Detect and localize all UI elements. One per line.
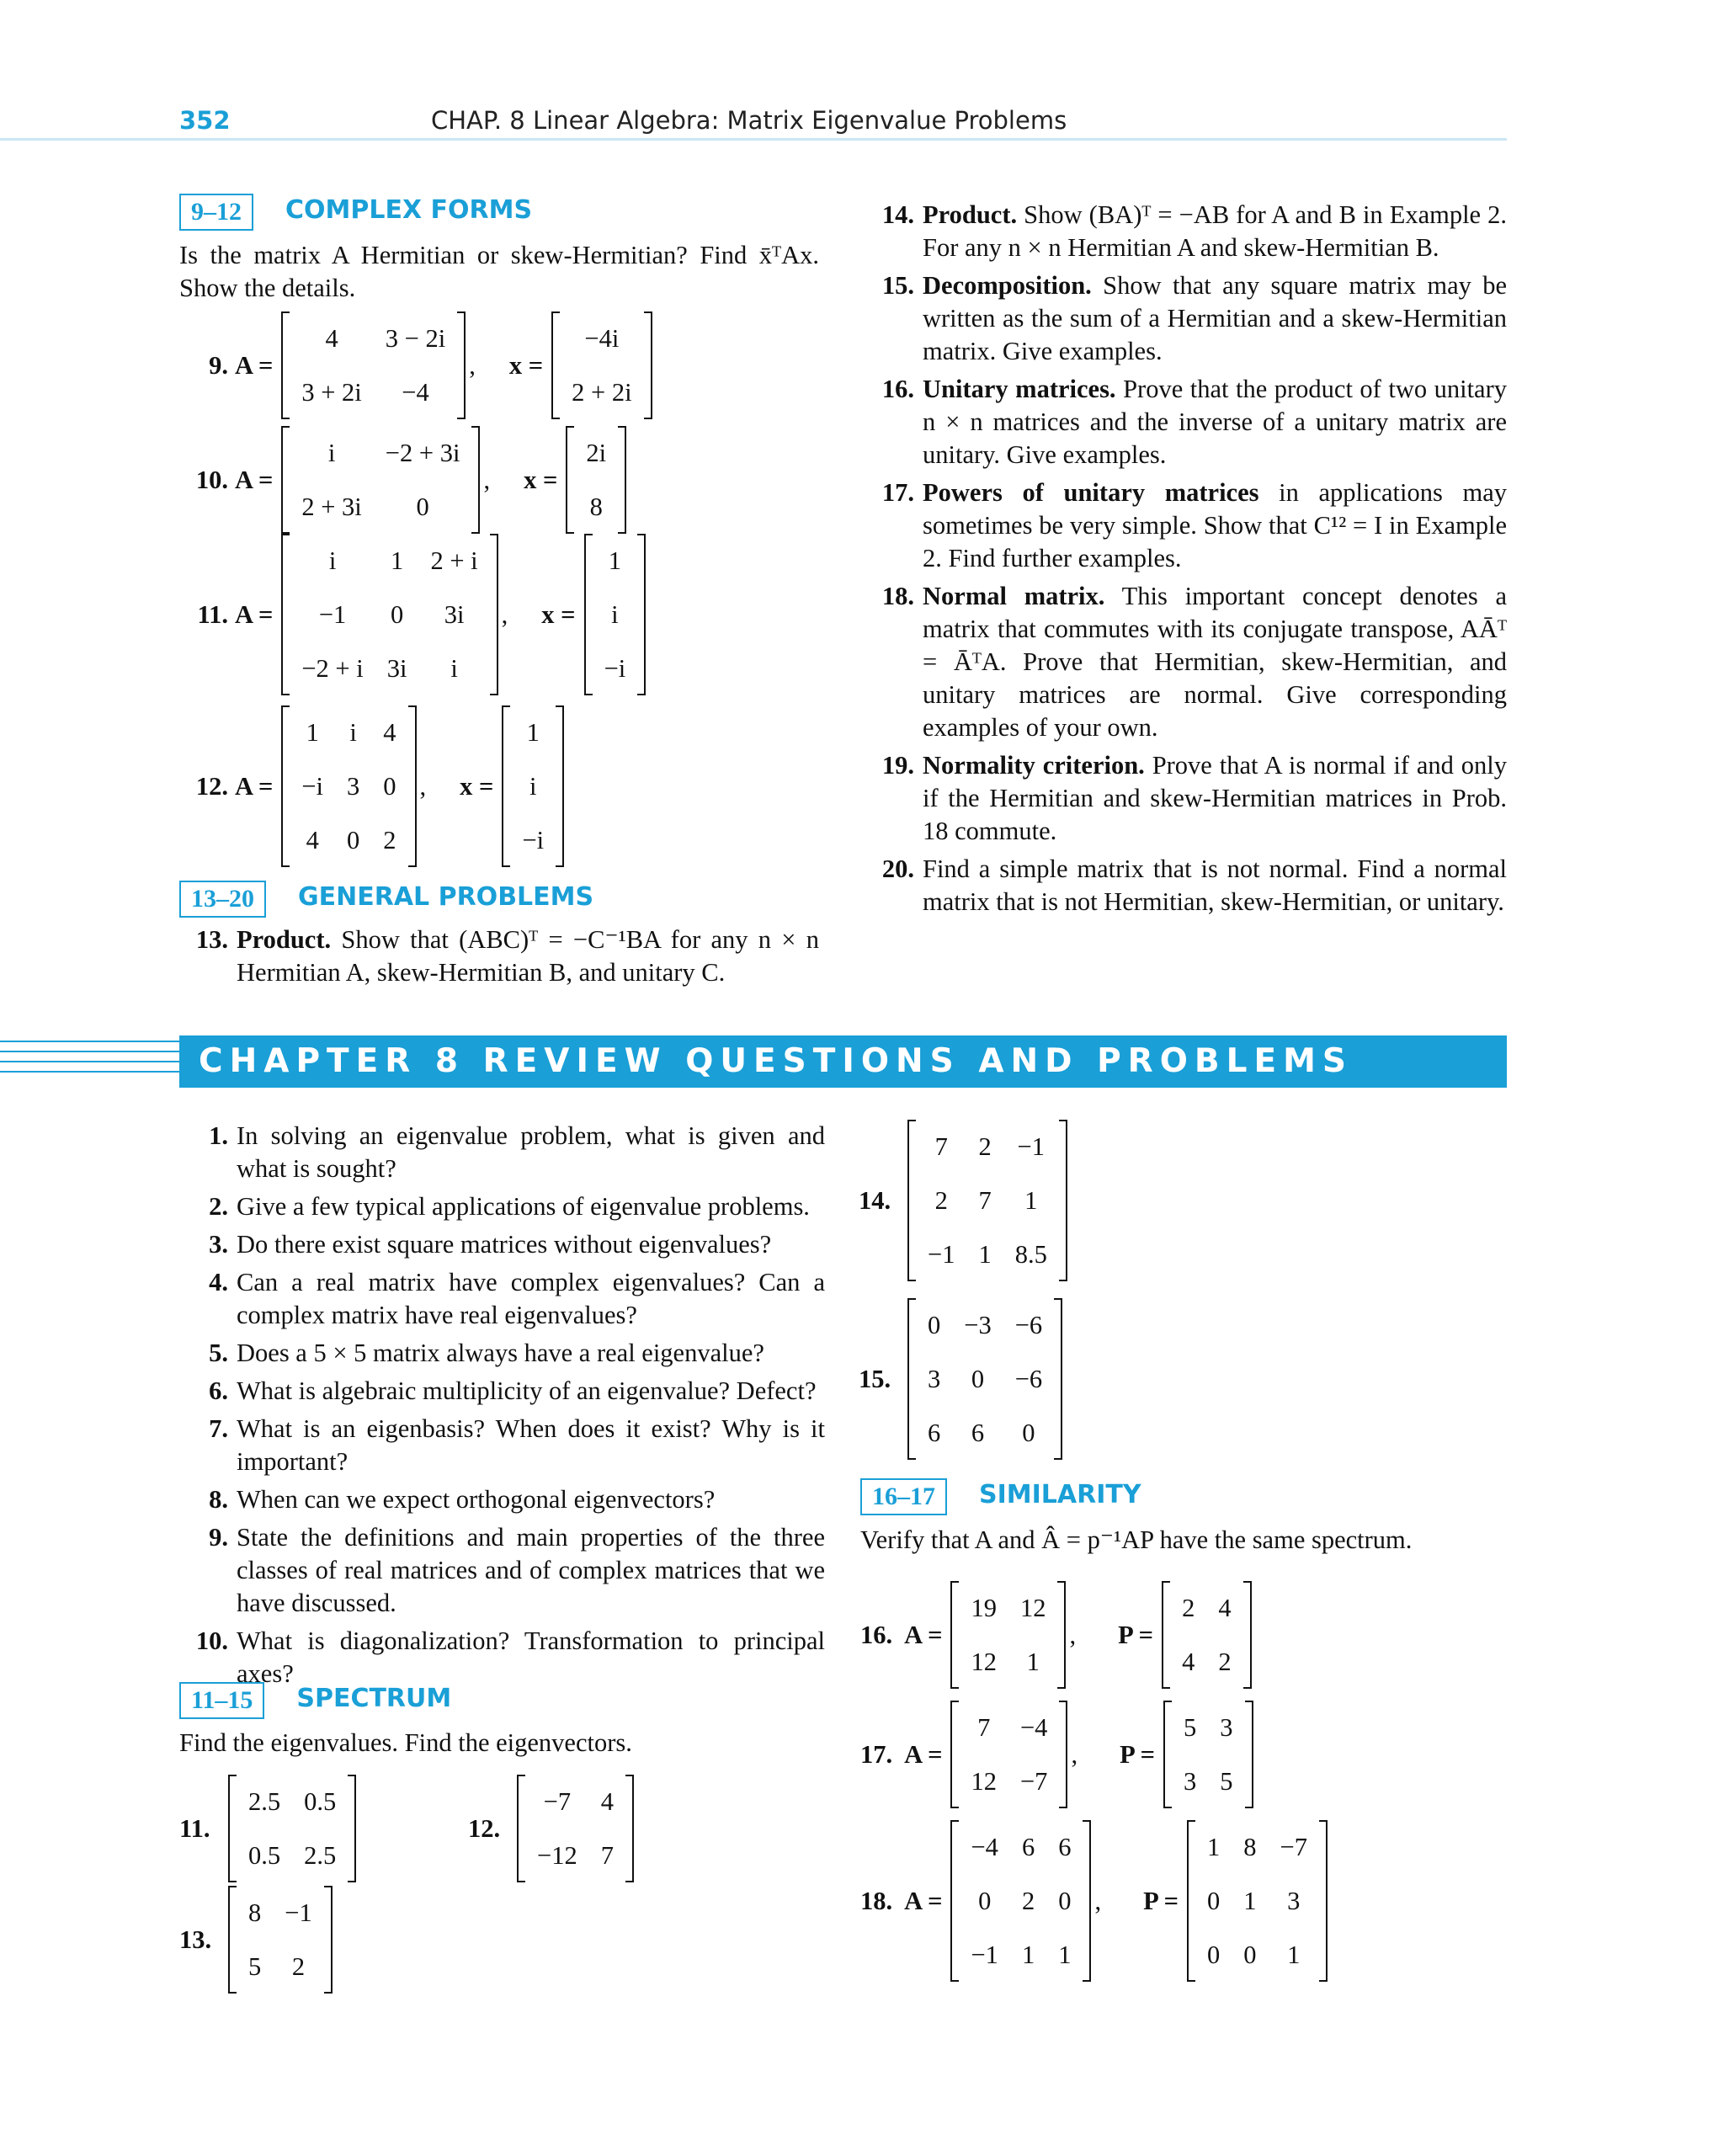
matrix-cell: −4 [971, 1832, 998, 1861]
problem-number: 8. [209, 1485, 228, 1514]
spectrum-problem-13 [179, 1886, 333, 1994]
general-problems-right [865, 199, 1507, 924]
vector-x-label: x = [460, 771, 494, 801]
section-title: GENERAL PROBLEMS [298, 882, 594, 912]
problem-number: 17. [860, 1739, 893, 1769]
matrix-cell: 2 + i [430, 546, 478, 575]
matrix-problem [859, 1298, 1062, 1460]
problem-text [923, 580, 1507, 744]
similarity-problem-18 [860, 1820, 1328, 1982]
problem-item [179, 1625, 825, 1690]
complex-forms-intro: Is the matrix A Hermitian or skew-Hermitian? Find x̄ᵀAx. Show the details. [179, 241, 819, 302]
matrix-cell: 1 [978, 1239, 992, 1269]
vector-x-label: x = [524, 465, 558, 494]
problem-text [237, 1413, 825, 1478]
matrix-cell: 2 [291, 1951, 306, 1981]
section-range: 9–12 [179, 194, 253, 231]
problem-item [865, 373, 1507, 471]
matrix-cell: 1 [1026, 1647, 1040, 1676]
matrix-cell: −i [604, 653, 626, 683]
problem-item [865, 476, 1507, 575]
matrix-cell: 12 [971, 1766, 997, 1796]
section-range: 16–17 [860, 1478, 947, 1515]
problem-item [865, 269, 1507, 368]
chapter-review-title: CHAPTER 8 REVIEW QUESTIONS AND PROBLEMS [199, 1042, 1353, 1080]
problem-number: 5. [209, 1339, 228, 1367]
problem-body: Prove that A is normal if and only if the Hermitian and skew-Hermitian matrices in Prob. 18 commute. [923, 751, 1508, 845]
problem-number: 10. [195, 1626, 228, 1655]
matrix-A-label: A = [235, 599, 274, 629]
problem-item [865, 853, 1507, 918]
matrix-A [281, 311, 466, 419]
problem-number: 4. [209, 1268, 228, 1296]
matrix-cell: −2 + i [301, 653, 364, 683]
page-number: 352 [179, 106, 231, 135]
problem-text [237, 1266, 825, 1332]
problem-title: Powers of unitary matrices [923, 478, 1259, 507]
matrix-cell: 0 [1243, 1940, 1257, 1969]
matrix-P-label: P = [1118, 1620, 1154, 1649]
matrix-A [950, 1581, 1066, 1689]
section-title: SIMILARITY [979, 1480, 1141, 1509]
problem-item [179, 1375, 825, 1408]
problem-body: State the definitions and main properties of the three classes of real matrices and of complex matrices that we have discussed. [237, 1523, 825, 1617]
matrix-A [281, 705, 416, 867]
spectrum-problem-11 [179, 1775, 356, 1882]
section-head-similarity [860, 1478, 1141, 1515]
matrix-cell: −1 [1017, 1131, 1045, 1161]
problem-number: 2. [209, 1192, 228, 1221]
header-rule [0, 138, 1507, 141]
matrix-cell: −12 [537, 1840, 577, 1870]
matrix-cell: −4 [1019, 1712, 1048, 1742]
vector-x [551, 311, 652, 419]
matrix-cell: 3 + 2i [301, 377, 362, 407]
problem-item [179, 1190, 825, 1223]
complex-problem [179, 311, 652, 419]
matrix-cell: 0 [978, 1886, 992, 1915]
problem-number: 12. [195, 771, 228, 801]
matrix-cell: 8 [1243, 1832, 1257, 1861]
matrix-cell: 1 [1287, 1940, 1301, 1969]
matrix-cell: 4 [383, 717, 396, 747]
matrix-cell: 0.5 [248, 1840, 281, 1870]
matrix-problem [859, 1120, 1067, 1281]
matrix [517, 1775, 634, 1882]
matrix-cell: 1 [1207, 1832, 1221, 1861]
matrix-cell: 3 [928, 1364, 941, 1393]
problem-item [179, 1120, 825, 1185]
problem-number: 13. [195, 925, 228, 954]
matrix-cell: 2 [1182, 1593, 1195, 1622]
matrix-A [950, 1701, 1067, 1808]
vector-x-label: x = [508, 350, 544, 380]
problem-body: Do there exist square matrices without eigenvalues? [237, 1230, 772, 1259]
matrix-cell: 0 [928, 1310, 941, 1339]
problem-item [865, 580, 1507, 744]
matrix-cell: i [450, 653, 458, 683]
similarity-problem-16 [860, 1581, 1252, 1689]
vector-x [502, 705, 564, 867]
similarity-problem [860, 1701, 1253, 1808]
matrix-cell: 5 [248, 1951, 262, 1981]
problem-body: Can a real matrix have complex eigenvalues? Can a complex matrix have real eigenvalues? [237, 1268, 825, 1329]
matrix-cell: −4 [402, 377, 429, 407]
problem-body: In solving an eigenvalue problem, what is given and what is sought? [237, 1121, 825, 1183]
problem-item [179, 1337, 825, 1370]
matrix-cell: 3 [1184, 1766, 1197, 1796]
matrix-cell: 12 [971, 1647, 997, 1676]
problem-text [237, 1190, 825, 1223]
problem-item [179, 924, 819, 989]
problem-number: 15. [859, 1364, 891, 1393]
general-problems-left [179, 924, 819, 994]
matrix-cell: 3i [386, 653, 407, 683]
matrix-cell: 0 [416, 492, 429, 521]
matrix-cell: 0 [347, 825, 360, 854]
matrix-cell: 5 [1184, 1712, 1197, 1742]
problem-title: Product. [923, 200, 1018, 229]
problem-body: What is algebraic multiplicity of an eigenvalue? Defect? [237, 1376, 817, 1405]
spectrum-intro: Find the eigenvalues. Find the eigenvectors. [179, 1728, 632, 1757]
matrix-cell: 2.5 [304, 1840, 337, 1870]
problem-body: Give a few typical applications of eigenvalue problems. [237, 1192, 810, 1221]
matrix-cell: 4 [1182, 1647, 1195, 1676]
matrix-cell: −7 [543, 1786, 572, 1816]
matrix-P-label: P = [1143, 1886, 1179, 1915]
problem-number: 14. [881, 200, 914, 229]
matrix-cell: 7 [978, 1185, 992, 1215]
matrix-cell: 1 [306, 717, 319, 747]
matrix-problem [179, 1775, 356, 1882]
problem-item [179, 1413, 825, 1478]
problem-body: Does a 5 × 5 matrix always have a real eigenvalue? [237, 1339, 764, 1367]
section-head-complex-forms [179, 194, 532, 231]
matrix-A [281, 426, 480, 534]
problem-number: 17. [881, 478, 914, 507]
matrix-cell: 0 [1058, 1886, 1072, 1915]
matrix [228, 1775, 356, 1882]
matrix-cell: 5 [1220, 1766, 1233, 1796]
matrix-cell: 1 [526, 717, 540, 747]
matrix-cell: 0 [1207, 1886, 1221, 1915]
problem-item [179, 1521, 825, 1620]
matrix-A [281, 534, 498, 695]
matrix-cell: 7 [977, 1712, 991, 1742]
matrix-cell: −2 + 3i [385, 438, 460, 467]
matrix-cell: 2 [1021, 1886, 1035, 1915]
problem-number: 13. [179, 1924, 212, 1954]
matrix-cell: 2 [1218, 1647, 1232, 1676]
problem-body: What is an eigenbasis? When does it exist? Why is it important? [237, 1414, 825, 1476]
matrix-cell: 6 [1021, 1832, 1035, 1861]
matrix-cell: 2i [586, 438, 607, 467]
similarity-problem [860, 1581, 1252, 1689]
matrix-cell: i [349, 717, 357, 747]
matrix [228, 1886, 333, 1994]
matrix-A [950, 1820, 1091, 1982]
comma: , [483, 465, 491, 494]
spectrum-problem-12 [468, 1775, 634, 1882]
similarity-problem [860, 1820, 1328, 1982]
matrix-A-label: A = [904, 1620, 943, 1649]
problem-number: 9. [209, 1523, 228, 1552]
section-head-general [179, 881, 593, 918]
problem-number: 16. [881, 375, 914, 403]
problem-item [179, 1483, 825, 1516]
matrix-cell: 4 [600, 1786, 614, 1816]
problem-number: 18. [881, 582, 914, 610]
problem-number: 11. [197, 599, 228, 629]
problem-title: Normal matrix. [923, 582, 1105, 610]
problem-number: 11. [179, 1813, 210, 1843]
matrix-cell: 2.5 [248, 1786, 281, 1816]
matrix-cell: −1 [318, 599, 347, 629]
matrix-cell: 0 [390, 599, 404, 629]
problem-title: Unitary matrices. [923, 375, 1116, 403]
matrix-cell: 1 [608, 546, 622, 575]
problem-item [179, 1266, 825, 1332]
matrix-cell: i [529, 771, 537, 801]
matrix-cell: 0.5 [304, 1786, 337, 1816]
running-header: CHAP. 8 Linear Algebra: Matrix Eigenvalue Problems [431, 106, 1067, 135]
problem-text [923, 269, 1507, 368]
problem-body: Show that (ABC)ᵀ = −C⁻¹BA for any n × n Hermitian A, skew-Hermitian B, and unitary C. [237, 925, 820, 987]
problem-number: 19. [881, 751, 914, 780]
matrix-cell: 8 [589, 492, 603, 521]
comma: , [469, 350, 476, 380]
problem-number: 6. [209, 1376, 228, 1405]
complex-problem [179, 534, 646, 695]
section-head-spectrum [179, 1682, 451, 1719]
matrix-P-label: P = [1120, 1739, 1156, 1769]
problem-item [865, 199, 1507, 264]
similarity-problem-17 [860, 1701, 1253, 1808]
matrix-cell: 8 [248, 1898, 262, 1927]
problem-body: When can we expect orthogonal eigenvectors? [237, 1485, 716, 1514]
section-range: 13–20 [179, 881, 266, 918]
comma: , [501, 599, 508, 629]
problem-number: 3. [209, 1230, 228, 1259]
matrix-cell: 3 [1287, 1886, 1301, 1915]
matrix-A-label: A = [235, 465, 274, 494]
problem-item [865, 749, 1507, 848]
matrix-cell: i [611, 599, 619, 629]
matrix-cell: 2 [934, 1185, 948, 1215]
matrix-cell: 2 + 3i [301, 492, 362, 521]
problem-body: This important concept denotes a matrix that commutes with its conjugate transpose, AĀᵀ = ĀᵀA. Prove that Hermitian, skew-Hermitian, and unitary matrices are normal. Give corresponding examples of your own. [923, 582, 1508, 742]
matrix-cell: 0 [1207, 1940, 1221, 1969]
matrix-cell: 6 [1058, 1832, 1072, 1861]
problem-number: 15. [881, 271, 914, 300]
matrix [907, 1120, 1067, 1281]
matrix-cell: 19 [971, 1593, 997, 1622]
matrix-P [1162, 1581, 1252, 1689]
comma: , [1094, 1886, 1102, 1915]
problem-text [923, 476, 1507, 575]
vector-x [584, 534, 646, 695]
problem-title: Normality criterion. [923, 751, 1145, 780]
matrix-cell: 1 [1058, 1940, 1072, 1969]
matrix-P [1187, 1820, 1328, 1982]
matrix-cell: 7 [934, 1131, 948, 1161]
matrix-A-label: A = [904, 1739, 943, 1769]
matrix-cell: −1 [285, 1898, 312, 1927]
section-range: 11–15 [179, 1682, 264, 1719]
matrix-cell: 4 [1218, 1593, 1232, 1622]
matrix-cell: i [327, 438, 336, 467]
matrix-cell: −6 [1014, 1364, 1043, 1393]
comma: , [419, 771, 427, 801]
problem-number: 12. [468, 1813, 501, 1843]
matrix-cell: 0 [383, 771, 396, 801]
review-questions-list [179, 1120, 825, 1696]
matrix-cell: 2 [978, 1131, 992, 1161]
problem-number: 1. [209, 1121, 228, 1150]
comma: , [1071, 1739, 1078, 1769]
problem-text [237, 1120, 825, 1185]
matrix-cell: 3 [347, 771, 360, 801]
matrix-cell: 6 [971, 1418, 985, 1447]
matrix-cell: 7 [600, 1840, 614, 1870]
problem-number: 14. [859, 1185, 891, 1215]
problem-text [923, 853, 1507, 918]
problem-text [923, 749, 1507, 848]
problem-text [237, 924, 819, 989]
matrix-problem [179, 1886, 333, 1994]
matrix-problem [468, 1775, 634, 1882]
complex-problem [179, 705, 564, 867]
matrix-cell: −1 [971, 1940, 998, 1969]
spectrum-problem-14 [859, 1120, 1067, 1281]
matrix-cell: 6 [928, 1418, 941, 1447]
matrix-cell: 1 [1024, 1185, 1038, 1215]
problem-number: 9. [209, 350, 228, 380]
matrix-cell: 3 [1220, 1712, 1233, 1742]
problem-title: Decomposition. [923, 271, 1092, 300]
problem-body: What is diagonalization? Transformation to principal axes? [237, 1626, 825, 1688]
problem-text [923, 199, 1507, 264]
problem-body: Find a simple matrix that is not normal. Find a normal matrix that is not Hermitian, skew-Hermitian, or unitary. [923, 854, 1507, 916]
matrix-cell: −i [522, 825, 545, 854]
problem-text [237, 1375, 825, 1408]
section-title: SPECTRUM [296, 1684, 452, 1713]
complex-problem [179, 426, 626, 534]
problem-number: 20. [881, 854, 914, 883]
problem-text [237, 1228, 825, 1261]
problem-text [237, 1625, 825, 1690]
matrix-cell: −6 [1014, 1310, 1043, 1339]
matrix-cell: −7 [1019, 1766, 1048, 1796]
section-title: COMPLEX FORMS [285, 195, 533, 225]
matrix-A-label: A = [235, 350, 274, 380]
matrix-cell: 4 [325, 323, 338, 353]
matrix-cell: 12 [1019, 1593, 1046, 1622]
matrix-cell: 3i [444, 599, 465, 629]
matrix-cell: −i [301, 771, 324, 801]
problem-body: Show that any square matrix may be written as the sum of a Hermitian and a skew-Hermitian matrix. Give examples. [923, 271, 1508, 365]
matrix-cell: i [328, 546, 337, 575]
problem-body: Prove that the product of two unitary n × n matrices and the inverse of a unitary matrix are unitary. Give examples. [923, 375, 1507, 469]
banner-lines [0, 1041, 179, 1083]
problem-item [179, 1228, 825, 1261]
matrix-cell: −1 [928, 1239, 955, 1269]
matrix-A-label: A = [235, 771, 274, 801]
matrix-cell: 8.5 [1014, 1239, 1047, 1269]
problem-text [237, 1483, 825, 1516]
problem-body: in applications may sometimes be very simple. Show that C¹² = I in Example 2. Find further examples. [923, 478, 1507, 572]
comma: , [1069, 1620, 1077, 1649]
matrix-cell: −4i [584, 323, 620, 353]
matrix-cell: 4 [306, 825, 319, 854]
matrix-cell: 1 [390, 546, 404, 575]
problem-number: 10. [195, 465, 228, 494]
matrix-cell: −3 [964, 1310, 992, 1339]
problem-number: 7. [209, 1414, 228, 1443]
problem-number: 16. [860, 1620, 893, 1649]
vector-x-label: x = [541, 599, 576, 629]
problem-text [923, 373, 1507, 471]
problem-number: 18. [860, 1886, 893, 1915]
matrix-P [1163, 1701, 1253, 1808]
matrix-cell: 1 [1021, 1940, 1035, 1969]
problem-title: Product. [237, 925, 332, 954]
matrix-cell: 3 − 2i [385, 323, 446, 353]
matrix-cell: 0 [1022, 1418, 1035, 1447]
problem-body: Show (BA)ᵀ = −AB for A and B in Example 2. For any n × n Hermitian A and skew-Hermitian B. [923, 200, 1507, 262]
matrix-cell: 2 + 2i [572, 377, 632, 407]
matrix-A-label: A = [904, 1886, 943, 1915]
matrix-cell: 2 [383, 825, 396, 854]
matrix-cell: 1 [1243, 1886, 1257, 1915]
problem-text [237, 1521, 825, 1620]
matrix-cell: −7 [1280, 1832, 1307, 1861]
spectrum-problem-15 [859, 1298, 1062, 1460]
vector-x [566, 426, 626, 534]
matrix-cell: 0 [971, 1364, 985, 1393]
matrix [907, 1298, 1062, 1460]
problem-text [237, 1337, 825, 1370]
similarity-intro: Verify that A and Â = p⁻¹AP have the same spectrum. [860, 1525, 1413, 1554]
